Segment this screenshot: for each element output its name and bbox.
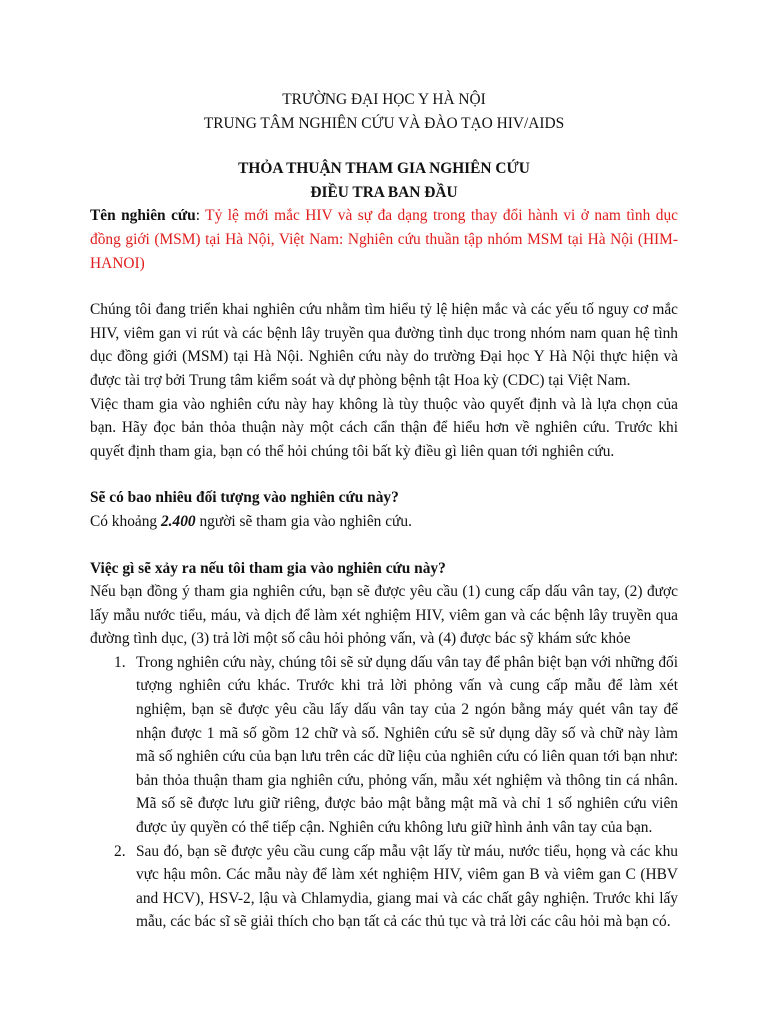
- section-heading-procedures: Việc gì sẽ xảy ra nếu tôi tham gia vào nghiên cứu này?: [90, 559, 446, 577]
- participants-text-before: Có khoảng: [90, 512, 161, 530]
- list-item: [90, 651, 678, 840]
- document-page: [90, 0, 678, 934]
- procedures-intro: Nếu bạn đồng ý tham gia nghiên cứu, bạn sẽ được yêu cầu (1) cung cấp dấu vân tay, (2) được lấy mẫu nước tiểu, máu, và dịch để làm xét nghiệm HIV, viêm gan và các bệnh lây truyền qua đường tình dục, (3) trả lời một số câu hỏi phỏng vấn, và (4) được bác sỹ khám sức khỏe: [90, 583, 678, 648]
- participants-number: 2.400: [160, 512, 196, 530]
- document-title: THỎA THUẬN THAM GIA NGHIÊN CỨU: [238, 160, 530, 178]
- study-name: [90, 204, 678, 275]
- intro-paragraph-2: Việc tham gia vào nghiên cứu này hay không là tùy thuộc vào quyết định và là lựa chọn của bạn. Hãy đọc bản thỏa thuận này một cách cẩn thận để hiểu hơn về nghiên cứu. Trước khi quyết định tham gia, bạn có thể hỏi chúng tôi bất kỳ điều gì liên quan tới nghiên cứu.: [90, 395, 678, 460]
- document-subtitle: ĐIỀU TRA BAN ĐẦU: [310, 183, 458, 201]
- center-name: TRUNG TÂM NGHIÊN CỨU VÀ ĐÀO TẠO HIV/AIDS: [203, 114, 565, 132]
- list-item-number: 2.: [114, 842, 126, 860]
- participants-text: [90, 510, 678, 534]
- list-item-text: Trong nghiên cứu này, chúng tôi sẽ sử dụng dấu vân tay để phân biệt bạn với những đối tượng nghiên cứu khác. Trước khi trả lời phỏng vấn và cung cấp mẫu để làm xét nghiệm, bạn sẽ được yêu cầu lấy dấu vân tay của 2 ngón bằng máy quét vân tay để nhận được 1 mã số gồm 12 chữ và số. Nghiên cứu sẽ sử dụng dãy số và chữ này làm mã số nghiên cứu của bạn lưu trên các dữ liệu của nghiên cứu có liên quan tới bạn như: bản thỏa thuận tham gia nghiên cứu, phỏng vấn, mẫu xét nghiệm và thông tin cá nhân. Mã số sẽ được lưu giữ riêng, được bảo mật bằng mật mã và chỉ 1 số nghiên cứu viên được ủy quyền có thể tiếp cận. Nghiên cứu không lưu giữ hình ảnh vân tay của bạn.: [136, 653, 678, 837]
- list-item-text: Sau đó, bạn sẽ được yêu cầu cung cấp mẫu vật lấy từ máu, nước tiểu, họng và các khu vực hậu môn. Các mẫu này để làm xét nghiệm HIV, viêm gan B và viêm gan C (HBV and HCV), HSV-2, lậu và Chlamydia, giang mai và các chất gây nghiện. Trước khi lấy mẫu, các bác sĩ sẽ giải thích cho bạn tất cả các thủ tục và trả lời các câu hỏi mà bạn có.: [136, 842, 678, 931]
- procedures-list: [90, 651, 678, 934]
- study-name-value: Tỷ lệ mới mắc HIV và sự đa dạng trong thay đổi hành vi ở nam tình dục đồng giới (MSM) tại Hà Nội, Việt Nam: Nghiên cứu thuần tập nhóm MSM tại Hà Nội (HIM-HANOI): [90, 207, 678, 272]
- intro-paragraph-1: Chúng tôi đang triển khai nghiên cứu nhằm tìm hiểu tỷ lệ hiện mắc và các yếu tố nguy cơ mắc HIV, viêm gan vi rút và các bệnh lây truyền qua đường tình dục trong nhóm nam quan hệ tình dục đồng giới (MSM) tại Hà Nội. Nghiên cứu này do trường Đại học Y Hà Nội thực hiện và được tài trợ bởi Trung tâm kiểm soát và dự phòng bệnh tật Hoa kỳ (CDC) tại Việt Nam.: [90, 301, 678, 389]
- participants-text-after: người sẽ tham gia vào nghiên cứu.: [195, 512, 412, 530]
- university-name: TRƯỜNG ĐẠI HỌC Y HÀ NỘI: [282, 91, 486, 108]
- study-name-label: Tên nghiên cứu: [90, 207, 196, 225]
- study-name-colon: :: [195, 207, 206, 225]
- list-item-number: 1.: [114, 653, 126, 671]
- section-heading-participants: Sẽ có bao nhiêu đối tượng vào nghiên cứu này?: [90, 489, 399, 507]
- list-item: [90, 840, 678, 934]
